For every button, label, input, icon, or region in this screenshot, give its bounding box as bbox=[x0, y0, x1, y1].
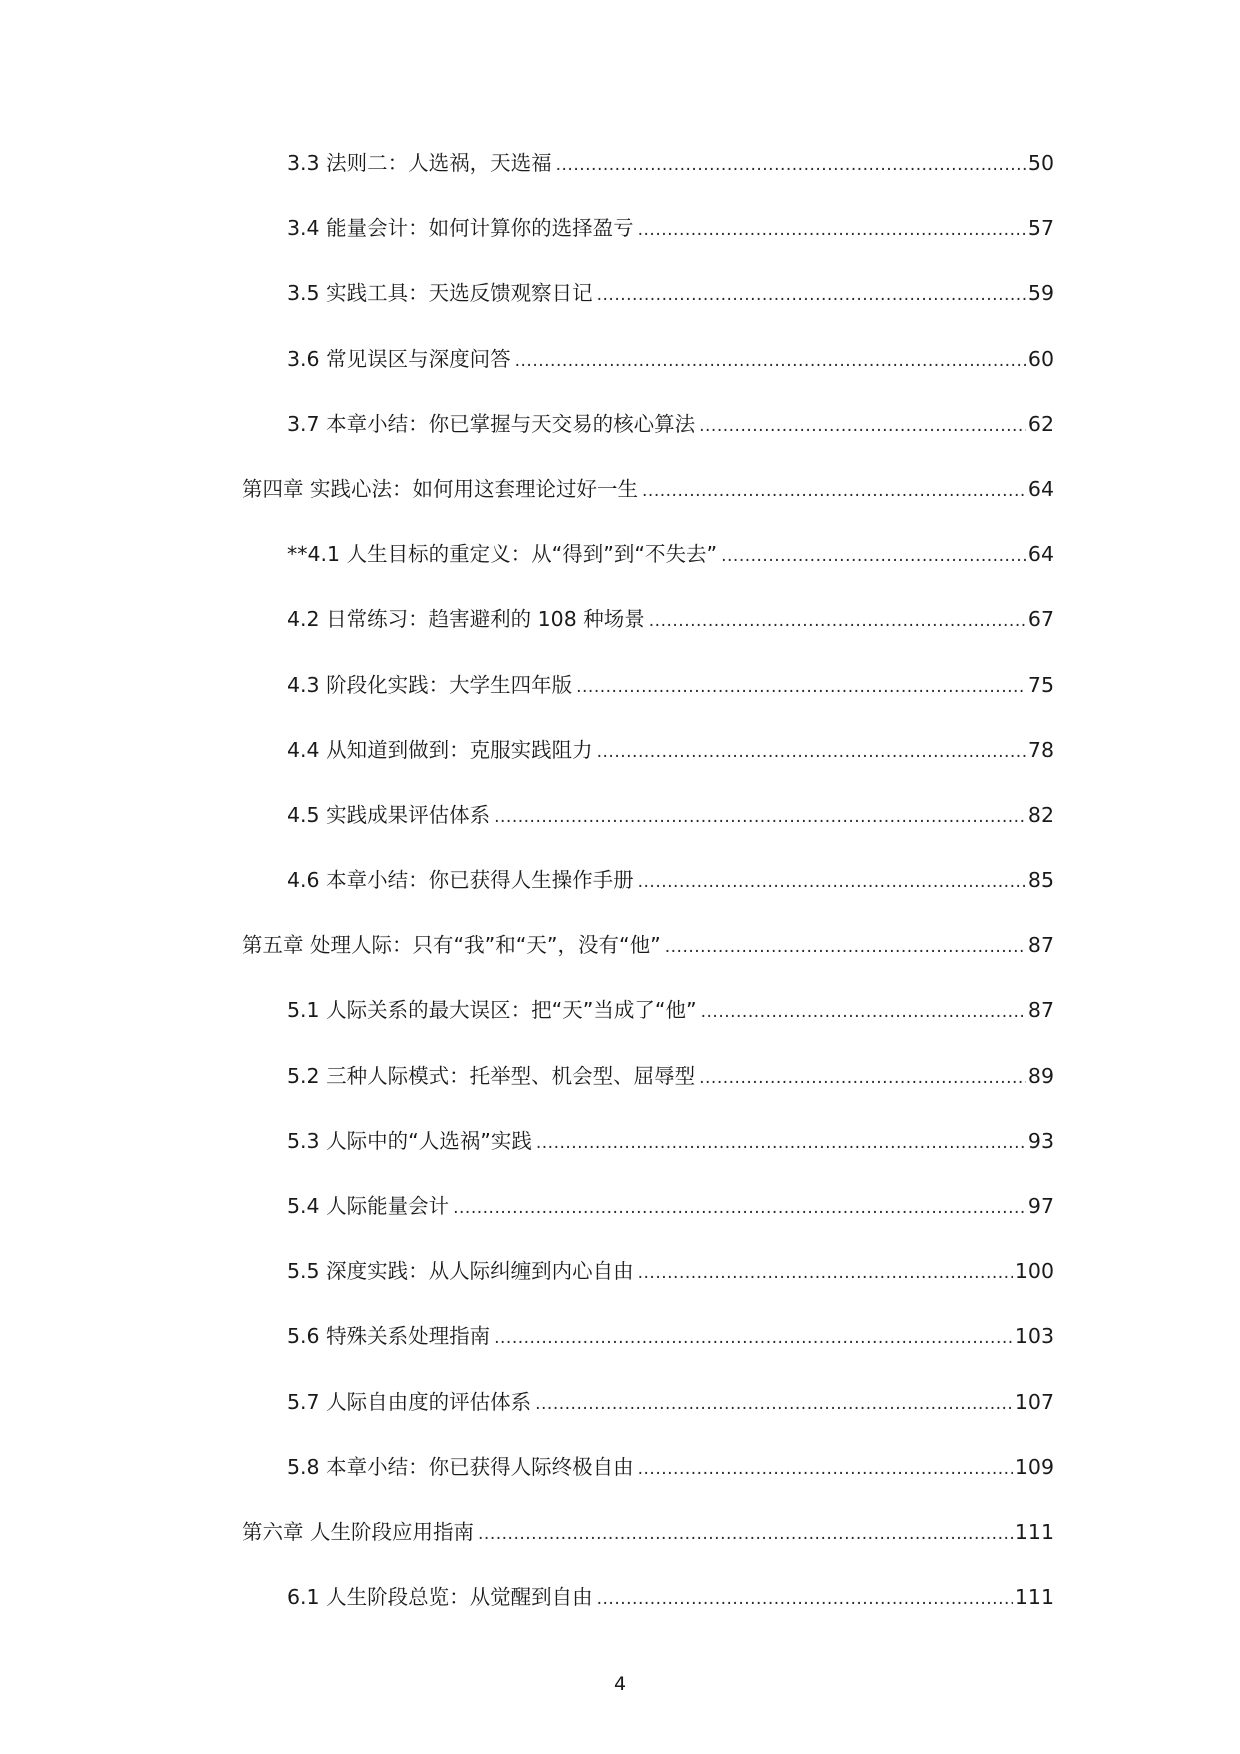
toc-entry-page-number: 107 bbox=[1014, 1389, 1054, 1414]
toc-entry-title: 4.5 实践成果评估体系 bbox=[287, 802, 491, 827]
toc-entry-title: 5.6 特殊关系处理指南 bbox=[287, 1324, 491, 1349]
toc-entry-line bbox=[287, 866, 1054, 894]
toc-entry-line bbox=[242, 931, 1054, 959]
toc-section-entry[interactable] bbox=[0, 1388, 1240, 1453]
toc-dot-leader bbox=[478, 1520, 1013, 1548]
toc-section-entry[interactable] bbox=[0, 149, 1240, 214]
toc-dot-leader bbox=[576, 673, 1026, 701]
toc-dot-leader bbox=[597, 1585, 1013, 1613]
toc-entry-line bbox=[242, 475, 1054, 503]
toc-entry-line bbox=[287, 996, 1054, 1024]
toc-dot-leader bbox=[494, 803, 1026, 831]
toc-entry-title: 4.3 阶段化实践：大学生四年版 bbox=[287, 672, 573, 697]
toc-entry-line bbox=[287, 736, 1054, 764]
toc-entry-line bbox=[287, 279, 1054, 307]
toc-section-entry[interactable] bbox=[0, 671, 1240, 736]
table-of-contents bbox=[0, 149, 1240, 1648]
toc-entry-line bbox=[287, 410, 1054, 438]
toc-dot-leader bbox=[638, 1455, 1013, 1483]
toc-entry-line bbox=[287, 345, 1054, 373]
toc-dot-leader bbox=[453, 1194, 1026, 1222]
toc-entry-line bbox=[287, 801, 1054, 829]
toc-dot-leader bbox=[638, 216, 1026, 244]
toc-entry-page-number: 97 bbox=[1027, 1194, 1054, 1218]
toc-section-entry[interactable] bbox=[0, 1062, 1240, 1127]
toc-entry-title: 5.8 本章小结：你已获得人际终极自由 bbox=[287, 1454, 634, 1479]
toc-entry-page-number: 111 bbox=[1014, 1519, 1054, 1544]
toc-entry-title: 3.3 法则二：人选祸，天选福 bbox=[287, 151, 552, 175]
toc-entry-line bbox=[287, 540, 1054, 568]
toc-section-entry[interactable] bbox=[0, 736, 1240, 801]
toc-entry-page-number: 60 bbox=[1027, 346, 1054, 371]
page-number: 4 bbox=[613, 1673, 627, 1695]
toc-section-entry[interactable] bbox=[0, 214, 1240, 279]
toc-entry-page-number: 100 bbox=[1014, 1259, 1054, 1284]
toc-section-entry[interactable] bbox=[0, 1583, 1240, 1648]
toc-section-entry[interactable] bbox=[0, 801, 1240, 866]
toc-section-entry[interactable] bbox=[0, 1322, 1240, 1387]
toc-section-entry[interactable] bbox=[0, 1127, 1240, 1192]
toc-entry-title: 5.1 人际关系的最大误区：把“天”当成了“他” bbox=[287, 998, 697, 1023]
toc-entry-title: 3.5 实践工具：天选反馈观察日记 bbox=[287, 281, 593, 306]
toc-dot-leader bbox=[556, 151, 1026, 179]
toc-entry-title: 3.6 常见误区与深度问答 bbox=[287, 346, 511, 371]
toc-entry-title: 5.3 人际中的“人选祸”实践 bbox=[287, 1128, 532, 1153]
toc-dot-leader bbox=[699, 412, 1026, 440]
toc-section-entry[interactable] bbox=[0, 1257, 1240, 1322]
toc-entry-title: 3.7 本章小结：你已掌握与天交易的核心算法 bbox=[287, 411, 696, 436]
toc-section-entry[interactable] bbox=[0, 345, 1240, 410]
toc-dot-leader bbox=[701, 998, 1026, 1026]
toc-entry-title: 5.7 人际自由度的评估体系 bbox=[287, 1389, 532, 1414]
toc-entry-title: 第四章 实践心法：如何用这套理论过好一生 bbox=[242, 476, 639, 501]
toc-entry-page-number: 87 bbox=[1027, 933, 1054, 958]
toc-entry-title: 第五章 处理人际：只有“我”和“天”，没有“他” bbox=[242, 933, 661, 958]
toc-dot-leader bbox=[494, 1324, 1013, 1352]
toc-section-entry[interactable] bbox=[0, 996, 1240, 1061]
toc-section-entry[interactable] bbox=[0, 279, 1240, 344]
toc-entry-page-number: 85 bbox=[1027, 868, 1054, 893]
toc-entry-page-number: 62 bbox=[1027, 411, 1054, 436]
toc-entry-line bbox=[287, 149, 1054, 177]
toc-section-entry[interactable] bbox=[0, 866, 1240, 931]
toc-entry-line bbox=[287, 1192, 1054, 1220]
toc-entry-page-number: 82 bbox=[1027, 802, 1054, 827]
toc-entry-page-number: 50 bbox=[1027, 151, 1054, 175]
toc-dot-leader bbox=[638, 1259, 1013, 1287]
toc-dot-leader bbox=[535, 1390, 1013, 1418]
toc-dot-leader bbox=[536, 1129, 1026, 1157]
toc-entry-title: 4.2 日常练习：趋害避利的 108 种场景 bbox=[287, 607, 645, 632]
toc-entry-title: 4.4 从知道到做到：克服实践阻力 bbox=[287, 737, 593, 762]
toc-dot-leader bbox=[638, 868, 1026, 896]
toc-section-entry[interactable] bbox=[0, 1192, 1240, 1257]
toc-entry-line bbox=[287, 1322, 1054, 1350]
toc-entry-line bbox=[287, 1127, 1054, 1155]
toc-entry-title: 5.2 三种人际模式：托举型、机会型、屈辱型 bbox=[287, 1063, 696, 1088]
toc-section-entry[interactable] bbox=[0, 540, 1240, 605]
toc-entry-page-number: 111 bbox=[1014, 1585, 1054, 1610]
toc-entry-line bbox=[287, 214, 1054, 242]
toc-chapter-entry[interactable] bbox=[0, 475, 1240, 540]
toc-entry-line bbox=[287, 1257, 1054, 1285]
toc-entry-line bbox=[287, 1583, 1054, 1611]
toc-entry-line bbox=[287, 605, 1054, 633]
toc-entry-page-number: 109 bbox=[1014, 1454, 1054, 1479]
toc-entry-title: 5.4 人际能量会计 bbox=[287, 1194, 450, 1218]
toc-dot-leader bbox=[515, 347, 1026, 375]
toc-dot-leader bbox=[597, 738, 1026, 766]
toc-entry-line bbox=[287, 671, 1054, 699]
toc-chapter-entry[interactable] bbox=[0, 931, 1240, 996]
toc-entry-page-number: 103 bbox=[1014, 1324, 1054, 1349]
toc-entry-page-number: 78 bbox=[1027, 737, 1054, 762]
toc-entry-page-number: 75 bbox=[1027, 672, 1054, 697]
toc-entry-title: 6.1 人生阶段总览：从觉醒到自由 bbox=[287, 1585, 593, 1610]
toc-entry-title: **4.1 人生目标的重定义：从“得到”到“不失去” bbox=[287, 542, 718, 567]
toc-entry-line bbox=[287, 1388, 1054, 1416]
toc-section-entry[interactable] bbox=[0, 1453, 1240, 1518]
toc-dot-leader bbox=[597, 281, 1026, 309]
toc-section-entry[interactable] bbox=[0, 410, 1240, 475]
toc-entry-title: 4.6 本章小结：你已获得人生操作手册 bbox=[287, 868, 634, 893]
toc-entry-line bbox=[287, 1062, 1054, 1090]
toc-dot-leader bbox=[649, 607, 1026, 635]
toc-entry-page-number: 87 bbox=[1027, 998, 1054, 1023]
toc-entry-line bbox=[287, 1453, 1054, 1481]
toc-entry-page-number: 64 bbox=[1027, 542, 1054, 567]
toc-entry-line bbox=[242, 1518, 1054, 1546]
toc-entry-title: 3.4 能量会计：如何计算你的选择盈亏 bbox=[287, 216, 634, 241]
toc-entry-page-number: 89 bbox=[1027, 1063, 1054, 1088]
toc-entry-page-number: 57 bbox=[1027, 216, 1054, 241]
toc-entry-page-number: 93 bbox=[1027, 1128, 1054, 1153]
toc-entry-page-number: 59 bbox=[1027, 281, 1054, 306]
toc-entry-title: 5.5 深度实践：从人际纠缠到内心自由 bbox=[287, 1259, 634, 1284]
toc-entry-page-number: 64 bbox=[1027, 476, 1054, 501]
toc-dot-leader bbox=[642, 477, 1026, 505]
toc-dot-leader bbox=[665, 933, 1026, 961]
toc-dot-leader bbox=[699, 1064, 1026, 1092]
toc-section-entry[interactable] bbox=[0, 605, 1240, 670]
toc-chapter-entry[interactable] bbox=[0, 1518, 1240, 1583]
toc-dot-leader bbox=[721, 542, 1026, 570]
toc-entry-page-number: 67 bbox=[1027, 607, 1054, 632]
toc-entry-title: 第六章 人生阶段应用指南 bbox=[242, 1519, 475, 1544]
